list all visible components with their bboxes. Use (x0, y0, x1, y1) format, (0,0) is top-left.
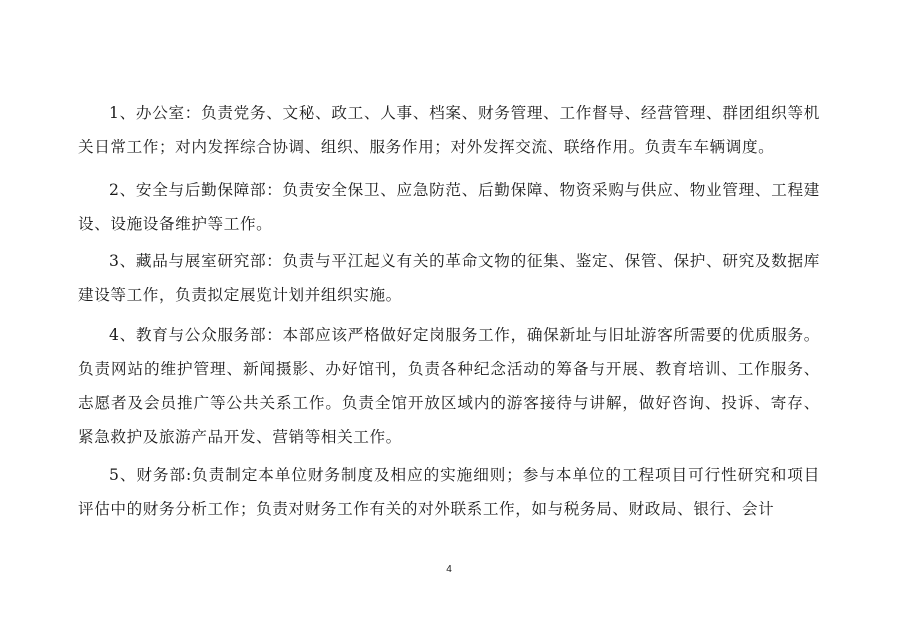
paragraph-security-logistics: 2、安全与后勤保障部：负责安全保卫、应急防范、后勤保障、物资采购与供应、物业管理、工程建设、设施设备维护等工作。 (78, 181, 820, 233)
page-number: 4 (446, 564, 452, 575)
paragraph-finance: 5、财务部:负责制定本单位财务制度及相应的实施细则；参与本单位的工程项目可行性研究和项目评估中的财务分析工作；负责对财务工作有关的对外联系工作，如与税务局、财政局、银行、会计 (78, 466, 820, 518)
paragraph-office: 1、办公室：负责党务、文秘、政工、人事、档案、财务管理、工作督导、经营管理、群团组织等机关日常工作；对内发挥综合协调、组织、服务作用；对外发挥交流、联络作用。负责车车辆调度。 (78, 104, 820, 156)
paragraph-collections-research: 3、藏品与展室研究部：负责与平江起义有关的革命文物的征集、鉴定、保管、保护、研究及数据库建设等工作，负责拟定展览计划并组织实施。 (78, 252, 820, 304)
paragraph-education-public-service: 4、教育与公众服务部：本部应该严格做好定岗服务工作，确保新址与旧址游客所需要的优质服务。负责网站的维护管理、新闻摄影、办好馆刊，负责各种纪念活动的筹备与开展、教育培训、工作服务、志愿者及会员推广等公共关系工作。负责全馆开放区域内的游客接待与讲解，做好咨询、投诉、寄存、紧急救护及旅游产品开发、营销等相关工作。 (78, 326, 820, 446)
